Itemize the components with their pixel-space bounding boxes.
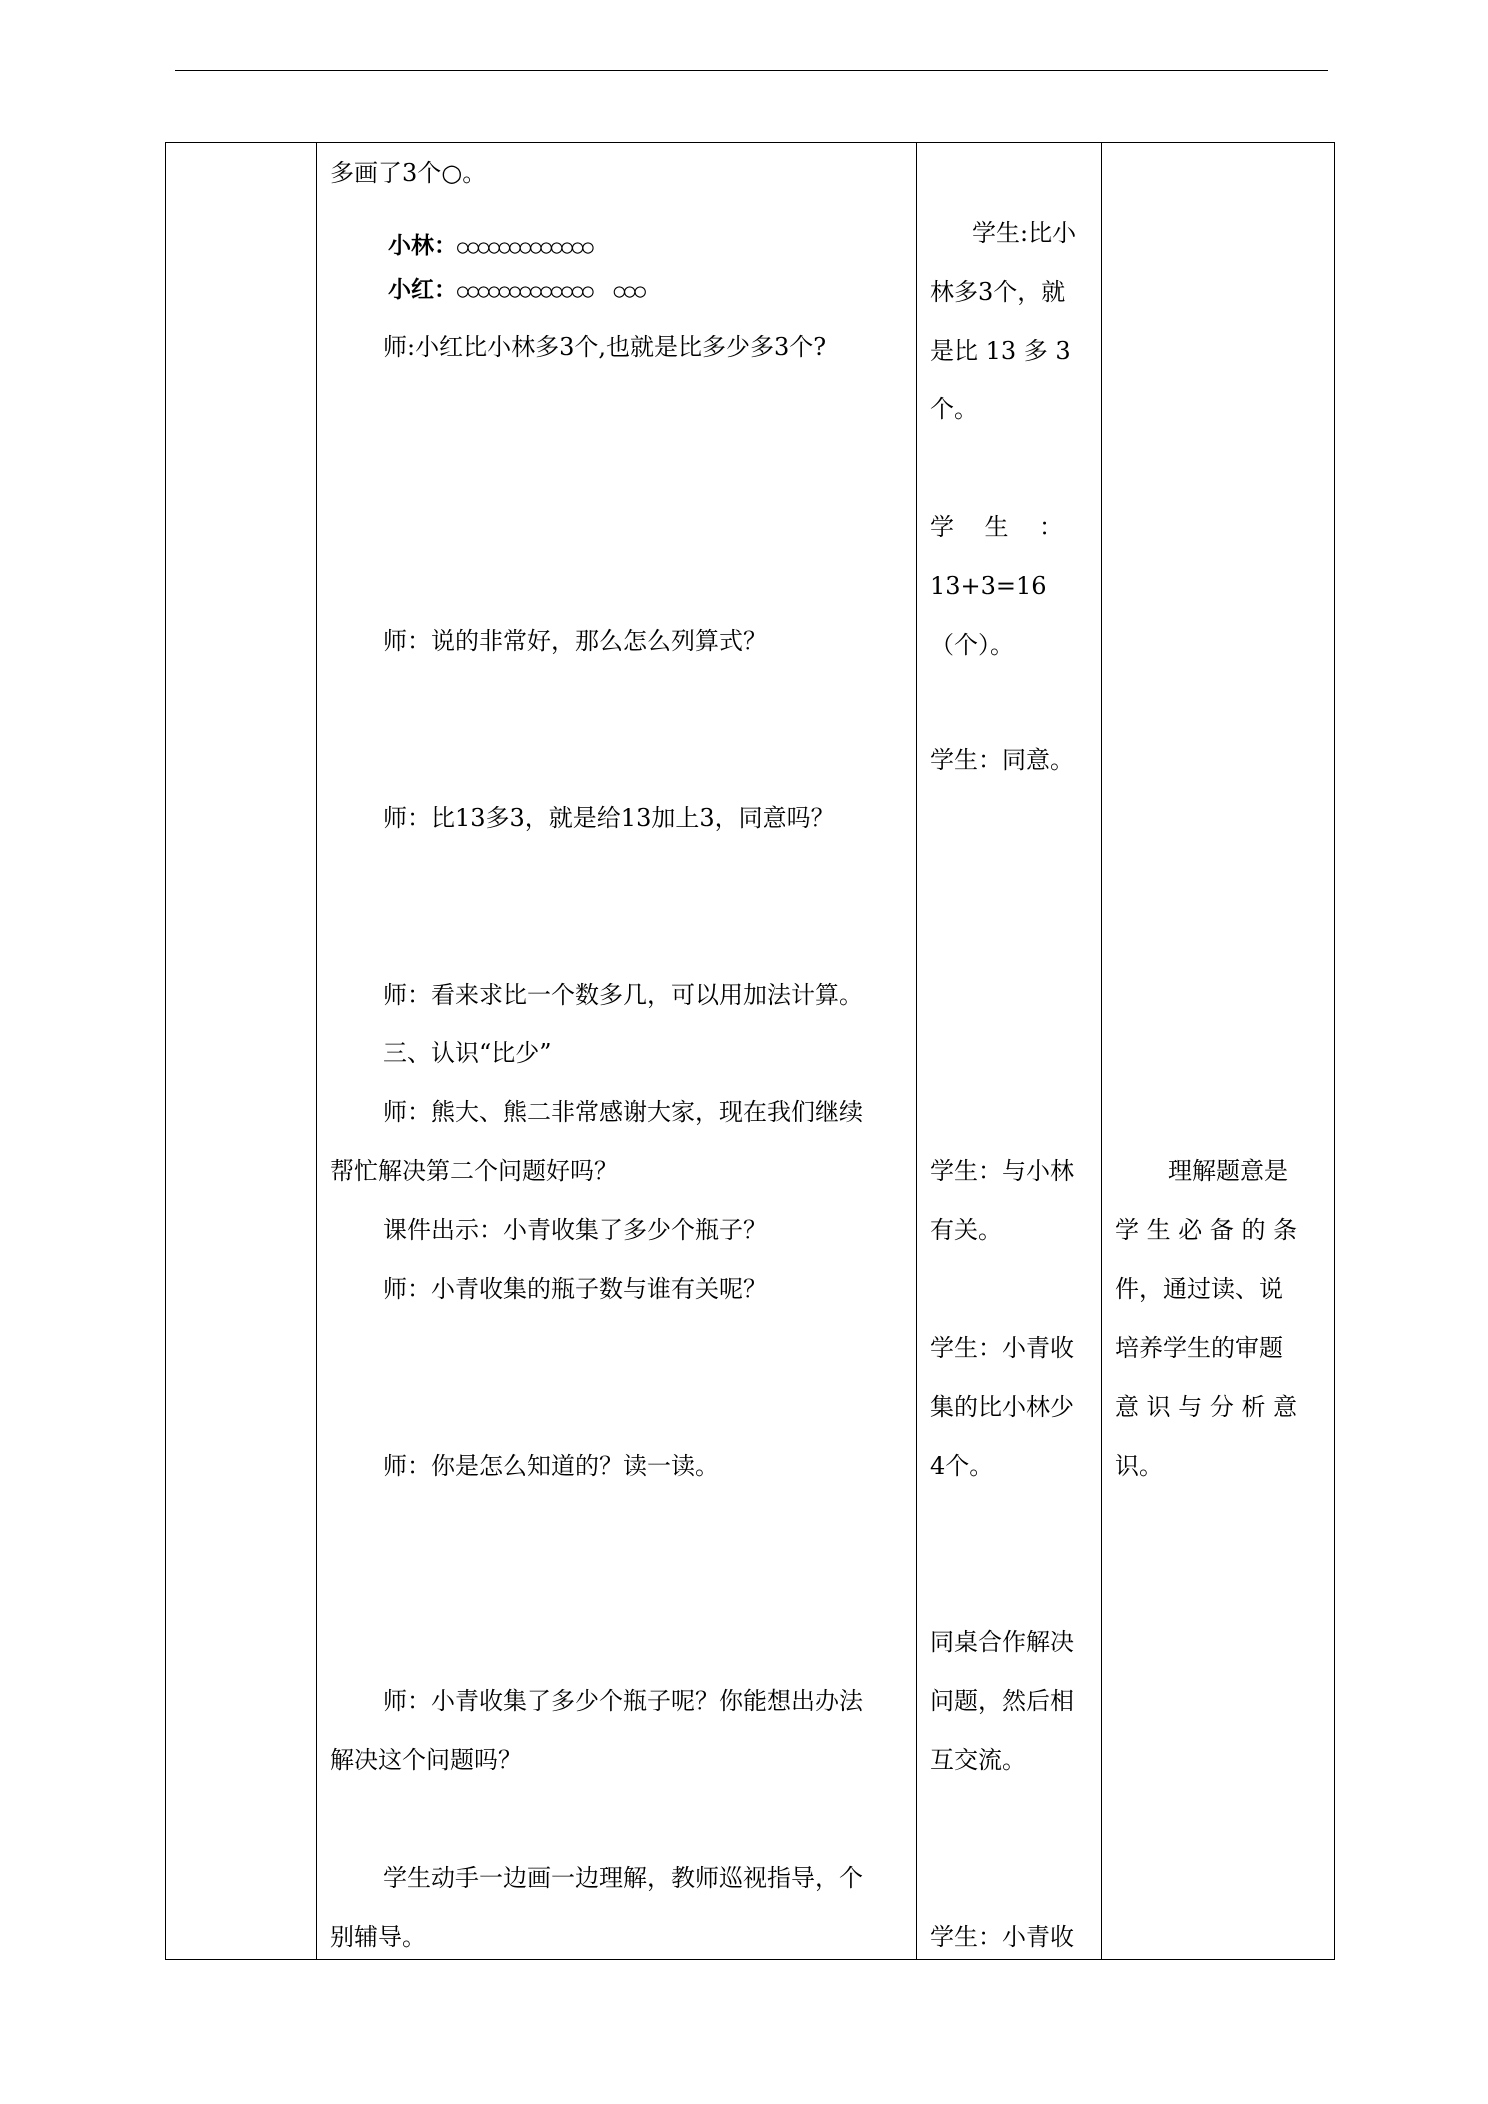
teacher-line: 别辅导。: [330, 1923, 426, 1951]
intent-line: 理解题意是: [1168, 1157, 1288, 1185]
student-line: 集的比小林少: [930, 1393, 1074, 1421]
intent-line: 学 生 必 备 的 条: [1115, 1216, 1298, 1244]
header-rule: [175, 70, 1328, 71]
student-line: 问题，然后相: [930, 1687, 1074, 1715]
student-line: 个。: [930, 395, 978, 423]
teacher-line: 师:小红比小林多3个,也就是比多少多3个?: [383, 333, 827, 361]
intent-line: 识。: [1115, 1452, 1163, 1480]
teacher-line: 师：小青收集的瓶子数与谁有关呢？: [383, 1275, 767, 1303]
teacher-line: 师：熊大、熊二非常感谢大家，现在我们继续: [383, 1098, 863, 1126]
column-divider: [1101, 143, 1102, 1959]
xiaolin-circles: ○○○○○○○○○○○○○: [457, 236, 593, 258]
student-line: 是比 13 多 3: [930, 337, 1071, 365]
xiaohong-label: 小红：: [388, 277, 457, 303]
student-line: 学生：小青收: [930, 1334, 1074, 1362]
student-line: 互交流。: [930, 1746, 1026, 1774]
student-line: 学生:比小: [972, 219, 1077, 247]
section-heading: 三、认识“比少”: [383, 1039, 552, 1067]
student-line: 学生：与小林: [930, 1157, 1074, 1185]
student-line: 有关。: [930, 1216, 1002, 1244]
teacher-line: 课件出示：小青收集了多少个瓶子？: [383, 1216, 767, 1244]
teacher-line: 学生动手一边画一边理解，教师巡视指导，个: [383, 1864, 863, 1892]
intent-line: 意 识 与 分 析 意: [1115, 1393, 1298, 1421]
student-line: 13+3=16: [930, 572, 1047, 600]
teacher-line: 帮忙解决第二个问题好吗？: [330, 1157, 618, 1185]
xiaohong-circle-row: [388, 274, 645, 306]
teacher-line: 多画了3个○。: [330, 159, 487, 187]
student-line: 学生：同意。: [930, 746, 1074, 774]
student-line: 学 生 ：: [930, 513, 1064, 541]
column-divider: [916, 143, 917, 1959]
intent-line: 培养学生的审题: [1115, 1334, 1283, 1362]
xiaolin-label: 小林：: [388, 233, 457, 259]
teacher-line: 师：说的非常好，那么怎么列算式？: [383, 627, 767, 655]
teacher-line: 解决这个问题吗？: [330, 1746, 522, 1774]
xiaolin-circle-row: [388, 230, 593, 262]
column-divider: [316, 143, 317, 1959]
intent-line: 件，通过读、说: [1115, 1275, 1283, 1303]
student-line: （个）。: [930, 631, 1014, 659]
teacher-line: 师：小青收集了多少个瓶子呢？你能想出办法: [383, 1687, 863, 1715]
student-line: 林多3个，就: [930, 278, 1066, 306]
student-line: 同桌合作解决: [930, 1628, 1074, 1656]
teacher-line: 师：比13多3，就是给13加上3，同意吗？: [383, 804, 835, 832]
student-line: 学生：小青收: [930, 1923, 1074, 1951]
xiaohong-circles: ○○○○○○○○○○○○○ ○○○: [457, 280, 645, 302]
teacher-line: 师：你是怎么知道的？读一读。: [383, 1452, 719, 1480]
student-line: 4个。: [930, 1452, 994, 1480]
teacher-line: 师：看来求比一个数多几，可以用加法计算。: [383, 981, 863, 1009]
